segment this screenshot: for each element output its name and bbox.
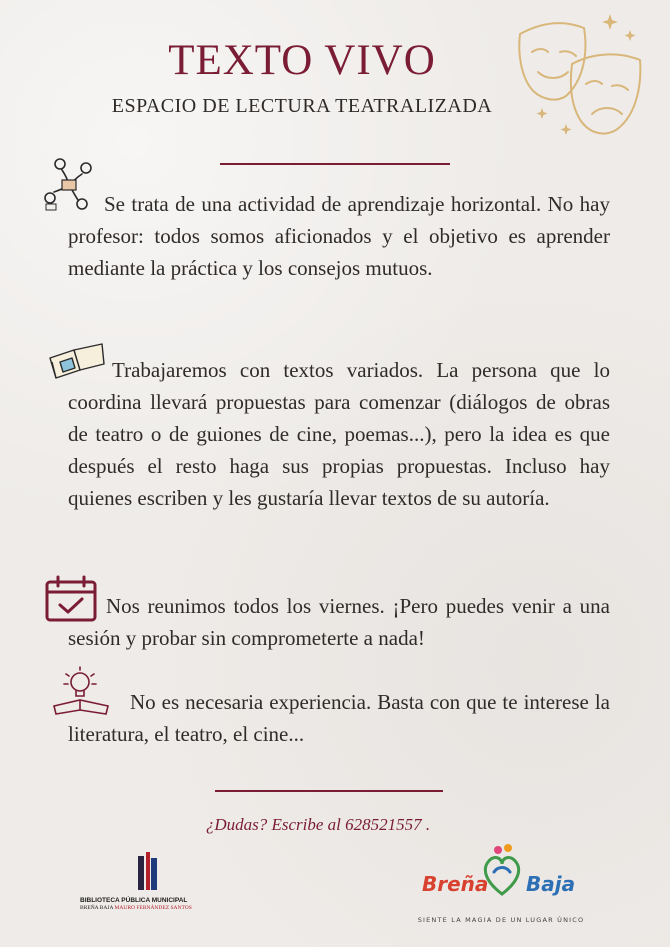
library-person: MAURO FERNÁNDEZ SANTOS [114,905,192,911]
library-subtitle [80,905,210,911]
brand-word-2: Baja [526,872,576,896]
brand-word-1: Breña [422,872,489,896]
brand-tagline: SIENTE LA MAGIA DE UN LUGAR ÚNICO [417,916,585,924]
page-title: TEXTO VIVO [168,37,436,84]
section-4-text: No es necesaria experiencia. Basta con que te interese la literatura, el teatro, el cine... [68,690,610,746]
library-name: BIBLIOTECA PÚBLICA MUNICIPAL [80,897,188,904]
library-building-icon [136,852,158,890]
page-subtitle: ESPACIO DE LECTURA TEATRALIZADA [111,95,493,117]
library-logo [80,852,210,911]
library-town: BREÑA BAJA [80,905,114,911]
divider-top [220,163,450,165]
section-2-text: Trabajaremos con textos variados. La persona que lo coordina llevará propuestas para comenzar (diálogos de obras de teatro o de guiones de cine, poemas...), pero la idea es que después el resto haga sus propias propuestas. Incluso hay quienes escriben y les gustaría llevar textos de su autoría. [68,358,610,510]
section-3-text: Nos reunimos todos los viernes. ¡Pero puedes venir a una sesión y probar sin comprometerte a nada! [68,594,610,650]
divider-bottom [215,790,443,792]
section-1-text: Se trata de una actividad de aprendizaje horizontal. No hay profesor: todos somos aficionados y el objetivo es aprender mediante la práctica y los consejos mutuos. [68,192,610,280]
contact-line: ¿Dudas? Escribe al 628521557 . [205,815,431,834]
